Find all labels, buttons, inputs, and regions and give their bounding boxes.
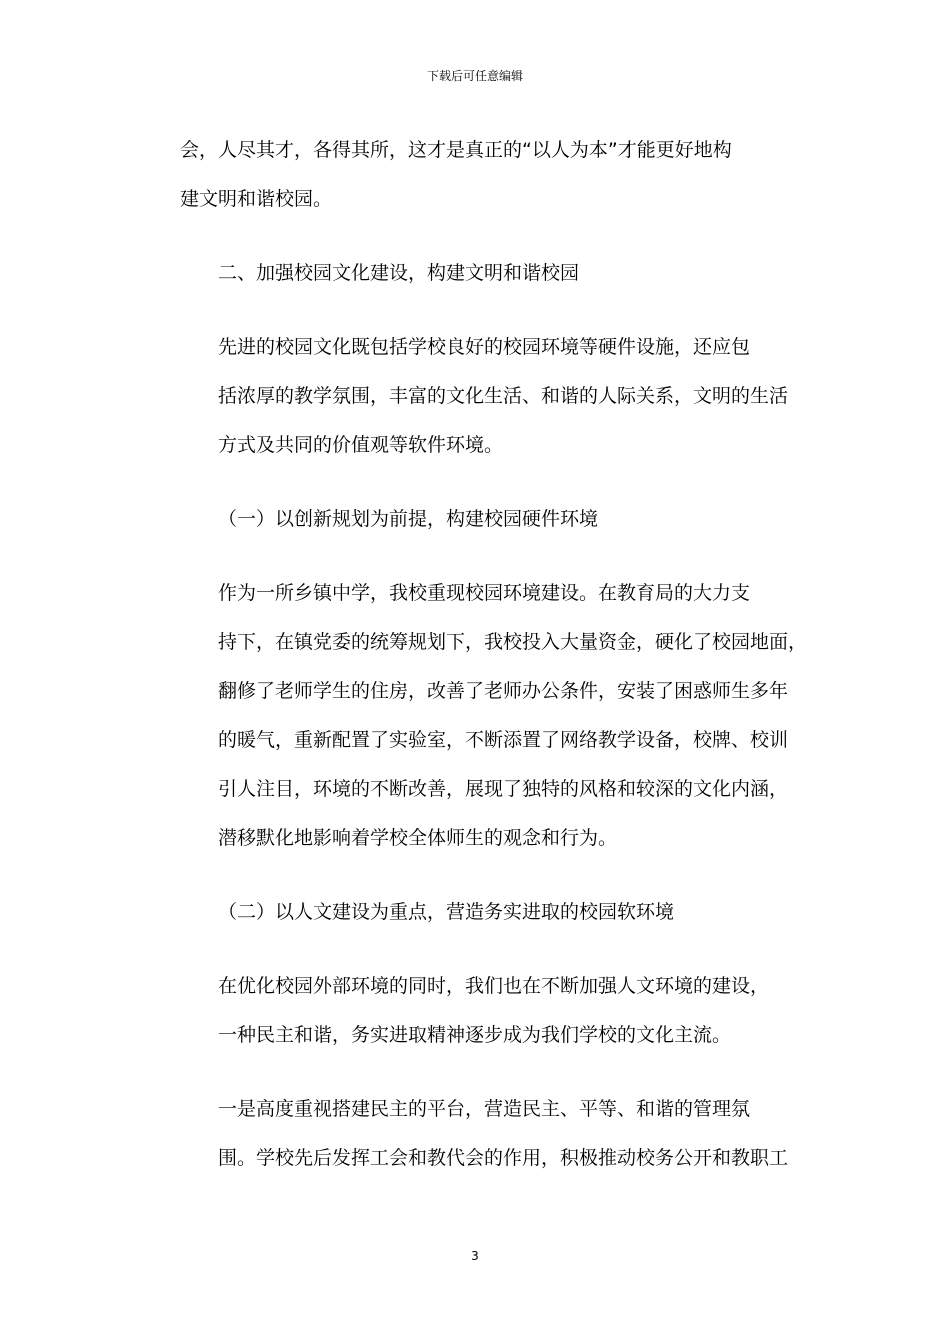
text-line: 先进的校园文化既包括学校良好的校园环境等硬件设施，还应包 — [218, 336, 751, 358]
text-line: 作为一所乡镇中学，我校重现校园环境建设。在教育局的大力支 — [218, 582, 751, 604]
text-line: 二、加强校园文化建设，构建文明和谐校园 — [218, 262, 580, 284]
text-line: 持下，在镇党委的统筹规划下，我校投入大量资金，硬化了校园地面， — [218, 631, 808, 653]
paragraph-intro — [180, 323, 789, 470]
text-line: 一种民主和谐，务实进取精神逐步成为我们学校的文化主流。 — [218, 1024, 732, 1046]
page-number: 3 — [471, 1249, 479, 1263]
page-header: 下载后可任意编辑 — [426, 69, 523, 83]
subsection-heading-2 — [180, 888, 770, 937]
text-line: 一是高度重视搭建民主的平台，营造民主、平等、和谐的管理氛 — [218, 1098, 751, 1120]
text-line: 的暖气，重新配置了实验室，不断添置了网络教学设备，校牌、校训 — [218, 729, 789, 751]
subsection-heading-1 — [180, 495, 770, 544]
text-line: 括浓厚的教学氛围，丰富的文化生活、和谐的人际关系，文明的生活 — [218, 385, 789, 407]
document-body — [180, 126, 808, 1183]
text-line: 在优化校园外部环境的同时，我们也在不断加强人文环境的建设， — [218, 975, 770, 997]
text-line: 围。学校先后发挥工会和教代会的作用，积极推动校务公开和教职工 — [218, 1147, 789, 1169]
paragraph-hardware — [180, 569, 808, 863]
text-line: （二）以人文建设为重点，营造务实进取的校园软环境 — [218, 901, 675, 923]
text-line: 建文明和谐校园。 — [180, 188, 333, 210]
text-line: 潜移默化地影响着学校全体师生的观念和行为。 — [218, 827, 618, 849]
paragraph-democracy — [180, 1085, 789, 1183]
paragraph-software — [180, 962, 770, 1060]
section-heading — [180, 249, 770, 298]
text-line: （一）以创新规划为前提，构建校园硬件环境 — [218, 508, 599, 530]
paragraph-continuation — [180, 126, 770, 224]
text-line: 方式及共同的价值观等软件环境。 — [218, 434, 504, 456]
text-line: 翻修了老师学生的住房，改善了老师办公条件，安装了困惑师生多年 — [218, 680, 789, 702]
text-line: 会，人尽其才，各得其所，这才是真正的“以人为本”才能更好地构 — [180, 139, 732, 161]
text-line: 引人注目，环境的不断改善，展现了独特的风格和较深的文化内涵， — [218, 778, 789, 800]
